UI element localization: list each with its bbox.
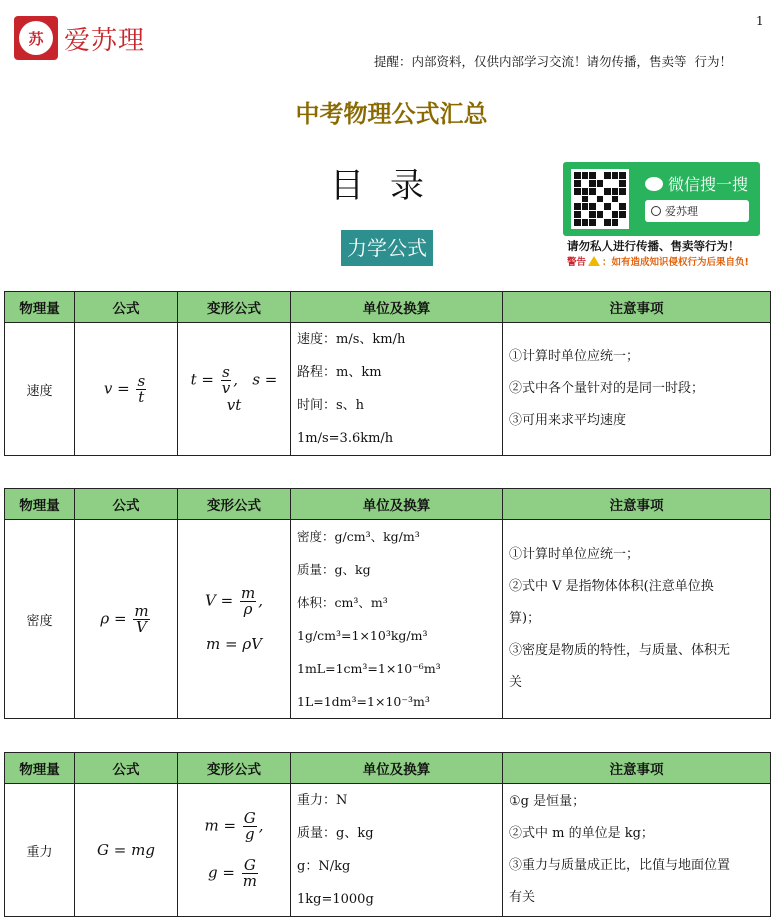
page-number: 1 <box>756 14 764 28</box>
logo-icon <box>14 16 58 60</box>
fraction-numerator: m <box>134 601 149 620</box>
quantity-cell: 密度 <box>5 520 75 719</box>
fraction-denominator: V <box>136 617 147 636</box>
notes-cell <box>503 323 771 456</box>
note-line: ①计算时单位应统一； <box>509 547 640 562</box>
wechat-label-text: 微信搜一搜 <box>668 175 749 194</box>
note-line: ③密度是物质的特性，与质量、体积无 <box>509 643 731 658</box>
unit-line: 质量：g、kg <box>297 826 374 841</box>
warning-icon <box>588 256 600 266</box>
table-header-row <box>5 489 771 520</box>
unit-line: g：N/kg <box>297 859 351 874</box>
unit-line: 1kg=1000g <box>297 892 374 907</box>
unit-line: 1mL=1cm³=1×10⁻⁶m³ <box>297 661 441 676</box>
note-line: ②式中 V 是指物体体积(注意单位换 <box>509 579 714 594</box>
header-quantity: 物理量 <box>5 489 75 520</box>
header-quantity: 物理量 <box>5 292 75 323</box>
header-notes: 注意事项 <box>503 489 771 520</box>
header-units: 单位及换算 <box>291 489 503 520</box>
header-notes: 注意事项 <box>503 753 771 784</box>
notes-cell <box>503 784 771 917</box>
header-quantity: 物理量 <box>5 753 75 784</box>
formula-lhs: v = <box>103 379 130 397</box>
unit-line: 体积：cm³、m³ <box>297 595 388 610</box>
transform-cell: t = $\frac{s}{v}$ , s = vt <box>178 323 291 456</box>
section-heading: 力学公式 <box>341 230 433 266</box>
brand-name: 爱苏理 <box>64 25 146 56</box>
header-formula: 公式 <box>75 489 178 520</box>
notes-cell <box>503 520 771 719</box>
note-line: ①g 是恒量； <box>509 794 586 809</box>
header-transform: 变形公式 <box>178 489 291 520</box>
fraction-numerator: s <box>137 371 146 390</box>
formula-cell: G = mg <box>75 784 178 917</box>
transform-cell: m = $\frac{G}{g}$ , g = $\frac{G}{m}$ <box>178 784 291 917</box>
fraction-denominator: t <box>138 387 145 406</box>
brand-logo <box>14 16 145 60</box>
units-cell <box>291 520 503 719</box>
formula-lhs: ρ = <box>100 609 127 627</box>
qr-code-icon <box>571 169 629 229</box>
note-line: ①计算时单位应统一； <box>509 349 640 364</box>
copyright-text: ：如有造成知识侵权行为后果自负! <box>602 257 749 268</box>
formula-table-gravity <box>4 752 771 917</box>
header-formula: 公式 <box>75 292 178 323</box>
note-line: ③重力与质量成正比，比值与地面位置 <box>509 858 731 873</box>
formula-cell <box>75 323 178 456</box>
unit-line: 1L=1dm³=1×10⁻³m³ <box>297 694 430 709</box>
note-line: 有关 <box>509 890 536 905</box>
document-title: 中考物理公式汇总 <box>295 100 488 128</box>
promo-copyright-line <box>567 254 749 268</box>
formula-table-density <box>4 488 771 719</box>
header-units: 单位及换算 <box>291 753 503 784</box>
unit-line: 1g/cm³=1×10³kg/m³ <box>297 628 428 643</box>
search-icon <box>651 206 661 216</box>
quantity-cell: 速度 <box>5 323 75 456</box>
wechat-search-label <box>645 172 748 195</box>
formula-fraction <box>136 371 146 406</box>
unit-line: 速度：m/s、km/h <box>297 332 406 347</box>
toc-title: 目录 <box>330 166 450 206</box>
note-line: ②式中 m 的单位是 kg； <box>509 826 654 841</box>
table-header-row <box>5 753 771 784</box>
wechat-icon <box>645 177 663 191</box>
logo-mark-glyph: 苏 <box>19 21 53 55</box>
unit-line: 重力：N <box>297 793 348 808</box>
header-transform: 变形公式 <box>178 753 291 784</box>
formula-fraction <box>133 601 149 636</box>
wechat-search-box[interactable] <box>645 200 749 222</box>
unit-line: 时间：s、h <box>297 398 365 413</box>
unit-line: 路程：m、km <box>297 365 382 380</box>
formula-cell <box>75 520 178 719</box>
quantity-cell: 重力 <box>5 784 75 917</box>
header-formula: 公式 <box>75 753 178 784</box>
note-line: ②式中各个量针对的是同一时段； <box>509 381 705 396</box>
header-units: 单位及换算 <box>291 292 503 323</box>
units-cell <box>291 323 503 456</box>
notice-text: 提醒：内部资料，仅供内部学习交流！请勿传播，售卖等 行为！ <box>374 54 732 69</box>
note-line: 关 <box>509 675 523 690</box>
table-row <box>5 520 771 719</box>
transform-cell: V = $\frac{m}{\rho}$ , m = ρV <box>178 520 291 719</box>
header-notes: 注意事项 <box>503 292 771 323</box>
search-box-text: 爱苏理 <box>665 205 698 218</box>
table-row <box>5 323 771 456</box>
promo-warning-line: 请勿私人进行传播、售卖等行为！ <box>567 239 740 253</box>
unit-line: 1m/s=3.6km/h <box>297 431 394 446</box>
table-header-row <box>5 292 771 323</box>
table-row <box>5 784 771 917</box>
units-cell <box>291 784 503 917</box>
wechat-promo-card[interactable] <box>563 162 760 236</box>
header-transform: 变形公式 <box>178 292 291 323</box>
unit-line: 密度：g/cm³、kg/m³ <box>297 529 420 544</box>
note-line: ③可用来求平均速度 <box>509 413 627 428</box>
note-line: 算)； <box>509 611 541 626</box>
unit-line: 质量：g、kg <box>297 562 371 577</box>
warning-word: 警告 <box>567 257 587 268</box>
formula-table-speed <box>4 291 771 456</box>
